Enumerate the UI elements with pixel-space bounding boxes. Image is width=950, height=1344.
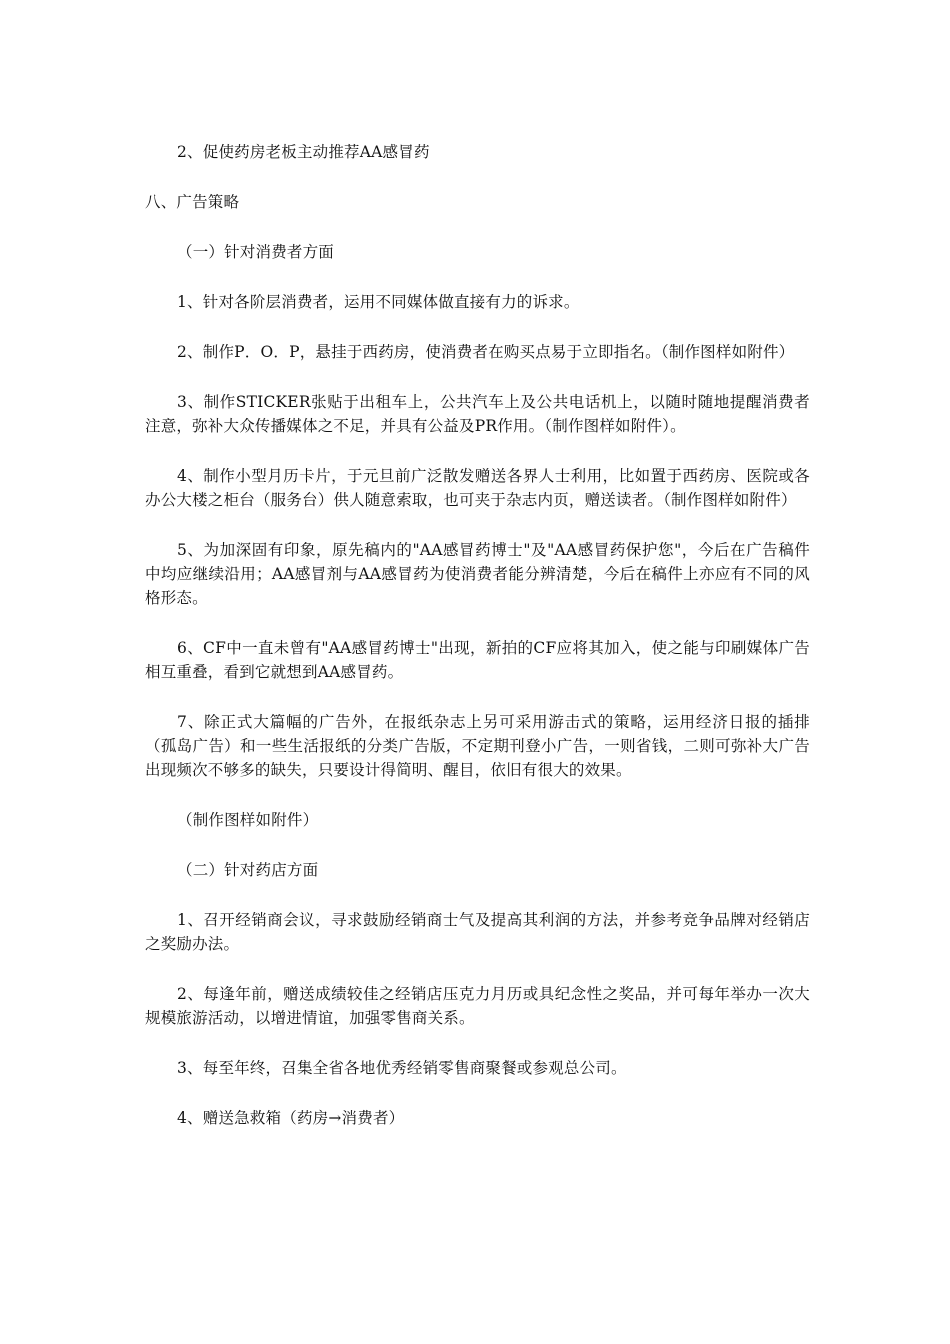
paragraph-pharmacy-1: 1、召开经销商会议，寻求鼓励经销商士气及提高其利润的方法，并参考竞争品牌对经销店之奖励办法。	[145, 911, 810, 953]
subsection-heading-consumers: （一）针对消费者方面	[177, 243, 335, 261]
paragraph-pharmacy-3: 3、每至年终，召集全省各地优秀经销零售商聚餐或参观总公司。	[177, 1059, 627, 1077]
paragraph-consumer-5: 5、为加深固有印象，原先稿内的"AA感冒药博士"及"AA感冒药保护您"，今后在广告稿件中均应继续沿用；AA感冒剂与AA感冒药为使消费者能分辨清楚，今后在稿件上亦应有不同的风格形态。	[145, 541, 810, 607]
subsection-heading-pharmacies: （二）针对药店方面	[177, 861, 319, 879]
paragraph-consumer-7: 7、除正式大篇幅的广告外，在报纸杂志上另可采用游击式的策略，运用经济日报的插排（孤岛广告）和一些生活报纸的分类广告版，不定期刊登小广告，一则省钱，二则可弥补大广告出现频次不够多的缺失，只要设计得简明、醒目，依旧有很大的效果。	[145, 713, 810, 779]
paragraph-consumer-1: 1、针对各阶层消费者，运用不同媒体做直接有力的诉求。	[177, 293, 580, 311]
document-page	[145, 140, 810, 1130]
paragraph-pharmacy-2: 2、每逢年前，赠送成绩较佳之经销店压克力月历或具纪念性之奖品，并可每年举办一次大规模旅游活动，以增进情谊，加强零售商关系。	[145, 985, 810, 1027]
paragraph-sample-note: （制作图样如附件）	[177, 811, 319, 829]
paragraph-consumer-2: 2、制作P．O．P，悬挂于西药房，使消费者在购买点易于立即指名。（制作图样如附件）	[177, 343, 795, 361]
paragraph-consumer-6: 6、CF中一直未曾有"AA感冒药博士"出现，新拍的CF应将其加入，使之能与印刷媒体广告相互重叠，看到它就想到AA感冒药。	[145, 639, 810, 681]
paragraph-consumer-4: 4、制作小型月历卡片，于元旦前广泛散发赠送各界人士利用，比如置于西药房、医院或各办公大楼之柜台（服务台）供人随意索取，也可夹于杂志内页，赠送读者。（制作图样如附件）	[145, 467, 810, 509]
paragraph-item-2-pharmacy-recommend: 2、促使药房老板主动推荐AA感冒药	[177, 143, 430, 161]
paragraph-consumer-3: 3、制作STICKER张贴于出租车上，公共汽车上及公共电话机上，以随时随地提醒消费者注意，弥补大众传播媒体之不足，并具有公益及PR作用。（制作图样如附件）。	[145, 393, 810, 435]
section-heading-advertising-strategy: 八、广告策略	[145, 193, 240, 211]
paragraph-pharmacy-4: 4、赠送急救箱（药房→消费者）	[177, 1109, 405, 1127]
